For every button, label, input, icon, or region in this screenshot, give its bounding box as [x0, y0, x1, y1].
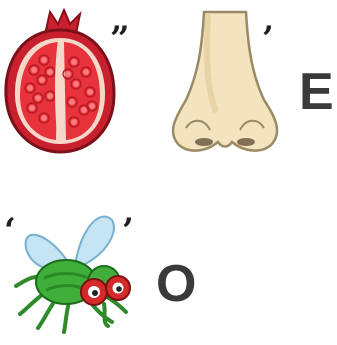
apostrophe-after-fly: ’ — [122, 211, 134, 251]
quote-mark-after-pomegranate: ” — [110, 19, 130, 59]
pomegranate-image — [4, 8, 116, 154]
apostrophe-after-nose: ’ — [262, 19, 274, 59]
fly-image — [8, 204, 138, 336]
quote-mark-before-fly: ‘ — [4, 211, 16, 251]
letter-o: O — [156, 255, 197, 313]
letter-e: E — [299, 63, 334, 121]
